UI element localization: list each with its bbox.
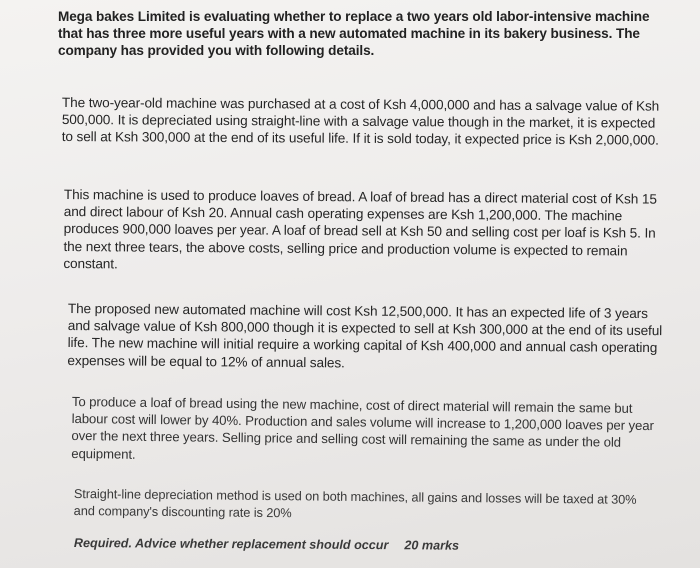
depreciation-paragraph: Straight-line depreciation method is used on both machines, all gains and losses will be taxed at 30% and company's discounting rate is 20% [73, 485, 637, 521]
marks-label: 20 marks [404, 538, 460, 553]
old-machine-paragraph: The two-year-old machine was purchased at a cost of Ksh 4,000,000 and has a salvage value of Ksh 500,000. It is depreciated using straight-line with a salvage value though in the market, it is expected to sell at Ksh 300,000 at the end of its useful life. If it is sold today, it expected price is Ksh 2,000,000. [61, 94, 660, 149]
intro-paragraph: Mega bakes Limited is evaluating whether to replace a two years old labor-intensive machine that has three more useful years with a new automated machine in its bakery business. The company has provided you with following details. [58, 9, 650, 59]
new-production-paragraph: To produce a loaf of bread using the new machine, cost of direct material will remain the same but labour cost will lower by 40%. Production and sales volume will increase to 1,200,000 loaves per year over the next three years. Selling price and selling cost will remaining the same as under the old equipment. [71, 393, 654, 462]
required-label: Required. Advice whether replacement should occur [73, 536, 389, 553]
production-paragraph: This machine is used to produce loaves of bread. A loaf of bread has a direct material cost of Ksh 15 and direct labour of Ksh 20. Annual cash operating expenses are Ksh 1,200,000. The machine produces 900,000 loaves per year. A loaf of bread sell at Ksh 50 and selling cost per loaf is Ksh 5. In the next three tears, the above costs, selling price and production volume is expected to remain constant. [63, 186, 657, 272]
required-line [74, 536, 674, 554]
new-machine-paragraph: The proposed new automated machine will cost Ksh 12,500,000. It has an expected life of 3 years and salvage value of Ksh 800,000 though it is expected to sell at Ksh 300,000 at the end of its useful life. The new machine will initial require a working capital of Ksh 400,000 and annual cash operating expenses will be equal to 12% of annual sales. [67, 300, 663, 371]
